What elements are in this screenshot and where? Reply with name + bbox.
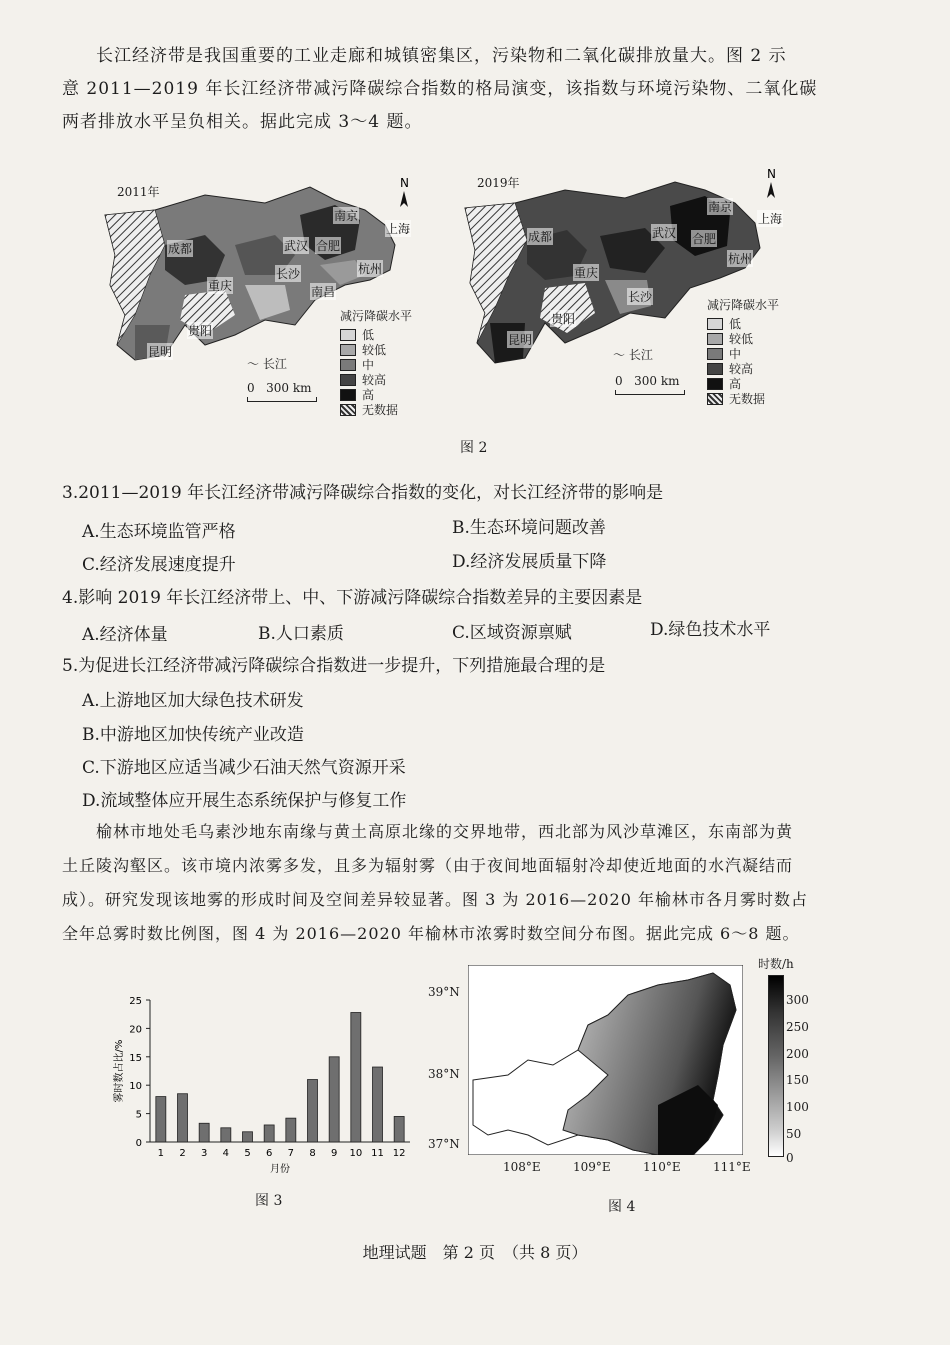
fig3-y-tick-label: 25 [129,996,142,1007]
fig4-lon-108: 108°E [503,1160,541,1174]
map-2011-city-nanjing: 南京 [334,209,359,223]
map-2019-city-chongqing: 重庆 [574,266,599,280]
q3-option-a: A.生态环境监管严格 [82,522,236,542]
fig3-y-tick-label: 0 [135,1138,142,1149]
intro2-line2: 土丘陵沟壑区。该市境内浓雾多发，且多为辐射雾（由于夜间地面辐射冷却使近地面的水汽凝结而 [62,856,794,875]
map-2011-scale-label: 300 km [266,381,312,395]
map-2019-legend-label: 较低 [729,332,754,346]
map-2019-scale-bar [615,390,685,395]
fig4-map [428,955,818,1185]
map-2011-legend-item [340,342,412,357]
q5-option-a: A.上游地区加大绿色技术研发 [82,691,304,711]
map-2011-legend-item [340,387,412,402]
intro-paragraph-1 [62,40,902,139]
fig4-lat-39: 39°N [428,985,460,999]
map-2011-legend-label: 低 [362,328,375,342]
map-2011-city-chengdu: 成都 [168,242,193,256]
map-2019-city-kunming: 昆明 [508,333,533,347]
fig3-x-tick-label: 5 [244,1148,251,1159]
fig3-x-tick-label: 3 [200,1148,208,1159]
map-2011 [95,175,425,415]
map-2019-city-nanjing: 南京 [708,200,733,214]
fig3-x-tick-label: 9 [330,1148,338,1159]
map-2011-legend-label: 高 [362,388,375,402]
intro2-line1: 榆林市地处毛乌素沙地东南缘与黄土高原北缘的交界地带，西北部为风沙草滩区，东南部为黄 [96,822,794,841]
map-2019-city-hangzhou: 杭州 [728,252,753,266]
fig3-x-tick-label: 11 [371,1148,384,1159]
fig4-cb-tick: 50 [786,1127,802,1141]
map-2011-city-kunming: 昆明 [148,345,173,359]
intro-paragraph-2 [62,815,907,951]
q5-stem: 5.为促进长江经济带减污降碳综合指数进一步提升，下列措施最合理的是 [62,656,606,676]
fig3-bar [351,1012,361,1142]
map-2011-legend-item [340,402,412,417]
fig4-caption: 图 4 [608,1199,636,1215]
fig3-x-label: 月份 [270,1164,290,1175]
fig4-cb-tick: 300 [786,993,809,1007]
map-2019-legend-item [707,316,779,331]
intro1-line2: 意 2011—2019 年长江经济带减污降碳综合指数的格局演变，该指数与环境污染物、二氧化碳 [62,79,818,99]
q3-stem: 3.2011—2019 年长江经济带减污降碳综合指数的变化，对长江经济带的影响是 [62,483,664,503]
map-2019-city-shanghai: 上海 [758,212,783,226]
map-2019-legend-label: 中 [729,347,742,361]
fig3-bar [394,1116,404,1142]
map-2019 [455,168,800,408]
fig3-bar [329,1057,339,1142]
intro2-line4: 全年总雾时数比例图，图 4 为 2016—2020 年榆林市浓雾时数空间分布图。据此完成 6～8 题。 [62,924,800,943]
map-2019-legend-item [707,361,779,376]
map-2011-legend-title: 减污降碳水平 [340,309,413,323]
fig3-x-tick-label: 8 [309,1148,316,1159]
q4-option-b: B.人口素质 [258,624,344,644]
fig3-y-tick-label: 15 [129,1052,142,1064]
map-2019-scale-label: 300 km [634,374,680,388]
map-2019-legend-label: 无数据 [729,392,766,406]
map-2011-year: 2011年 [117,185,160,199]
map-2019-legend-item [707,346,779,361]
fig4-lon-110: 110°E [643,1160,681,1174]
map-2011-city-changsha: 长沙 [276,267,301,281]
fig4-lon-109: 109°E [573,1160,611,1174]
q4-option-d: D.绿色技术水平 [650,620,771,640]
map-2011-scale-zero: 0 [247,381,255,395]
map-2011-legend [340,307,412,417]
map-2011-city-wuhan: 武汉 [284,239,309,253]
map-2011-scale [247,381,311,395]
map-2019-legend [707,296,779,406]
fig4-cb-tick: 0 [786,1151,794,1165]
fig4-cb-tick: 250 [786,1020,809,1034]
map-2011-legend-label: 中 [362,358,375,372]
map-2019-river-legend: 〜 长江 [613,348,653,362]
fig4-lat-37: 37°N [428,1137,460,1151]
map-2019-scale [615,374,679,388]
map-2019-scale-zero: 0 [615,374,623,388]
fig4-cb-tick: 200 [786,1047,809,1061]
fig3-bar [286,1118,296,1142]
map-2011-city-guiyang: 贵阳 [188,324,213,338]
map-2011-river-legend: 〜 长江 [247,357,287,371]
fig3-bar [308,1080,318,1142]
map-2019-legend-item [707,376,779,391]
fig3-y-tick-label: 20 [129,1024,142,1036]
intro1-line1: 长江经济带是我国重要的工业走廊和城镇密集区，污染物和二氧化碳排放量大。图 2 示 [96,46,787,66]
fig3-bar [199,1123,209,1142]
fig3-x-tick-label: 6 [265,1148,273,1159]
map-2019-legend-label: 高 [729,377,742,391]
fig3-bar [243,1132,253,1142]
fig4-lon-111: 111°E [713,1160,751,1174]
fig4-colorbar-title: 时数/h [758,957,794,971]
intro1-line3: 两者排放水平呈负相关。据此完成 3～4 题。 [62,112,423,132]
map-2011-legend-label: 较低 [362,343,387,357]
q4-option-a: A.经济体量 [82,625,168,645]
fig2-caption: 图 2 [460,440,488,456]
map-2019-city-chengdu: 成都 [528,230,553,244]
fig3-bar [373,1067,383,1142]
fig4-map-frame [468,965,743,1155]
fig3-x-tick-label: 1 [157,1148,165,1159]
fig4-cb-tick: 100 [786,1100,809,1114]
fig3-caption: 图 3 [255,1193,283,1209]
q5-option-d: D.流域整体应开展生态系统保护与修复工作 [82,791,407,811]
fig3-bar [156,1097,166,1142]
q3-option-b: B.生态环境问题改善 [452,518,606,538]
fig4-cb-tick: 150 [786,1073,809,1087]
intro2-line3: 成）。研究发现该地雾的形成时间及空间差异较显著。图 3 为 2016—2020 年榆林市各月雾时数占 [62,890,808,909]
svg-text:N: N [400,176,409,190]
fig3-x-tick-label: 2 [179,1148,186,1159]
q4-stem: 4.影响 2019 年长江经济带上、中、下游减污降碳综合指数差异的主要因素是 [62,588,643,608]
map-2011-legend-label: 无数据 [362,403,399,417]
fig3-bar [178,1094,188,1142]
fig3-y-tick-label: 10 [129,1081,142,1093]
map-2011-city-hangzhou: 杭州 [358,262,383,276]
svg-text:N: N [767,168,776,181]
fig3-x-tick-label: 7 [287,1148,295,1159]
map-2011-legend-label: 较高 [362,373,387,387]
fig3-y-label: 雾时数占比/% [114,1039,125,1103]
map-2011-city-shanghai: 上海 [386,222,411,236]
map-2011-river-label: 长江 [262,357,287,371]
q4-option-c: C.区域资源禀赋 [452,623,572,643]
map-2019-river-label: 长江 [628,348,653,362]
map-2011-legend-item [340,357,412,372]
map-2019-city-wuhan: 武汉 [652,226,677,240]
q3-option-c: C.经济发展速度提升 [82,555,236,575]
fig3-bar-chart [110,990,420,1180]
fig3-y-tick-label: 5 [135,1109,142,1121]
map-2019-city-guiyang: 贵阳 [551,312,576,326]
map-2011-city-nanchang: 南昌 [311,285,336,299]
map-2019-legend-title: 减污降碳水平 [707,298,780,312]
map-2019-city-changsha: 长沙 [628,290,653,304]
fig4-lat-38: 38°N [428,1067,460,1081]
map-2019-city-hefei: 合肥 [692,232,717,246]
fig3-x-tick-label: 10 [349,1148,363,1159]
map-2011-scale-bar [247,397,317,402]
map-2019-legend-label: 低 [729,317,742,331]
map-2019-year: 2019年 [477,176,520,190]
fig3-x-tick-label: 4 [222,1148,230,1159]
map-2011-city-hefei: 合肥 [316,239,341,253]
fig3-x-tick-label: 12 [392,1148,406,1159]
fig3-bar [221,1128,231,1142]
fig4-colorbar [768,975,784,1157]
map-2011-city-chongqing: 重庆 [208,279,233,293]
q5-option-c: C.下游地区应适当减少石油天然气资源开采 [82,758,406,778]
map-2019-legend-item [707,331,779,346]
map-2011-legend-item [340,372,412,387]
q3-option-d: D.经济发展质量下降 [452,552,607,572]
map-2019-legend-item [707,391,779,406]
q5-option-b: B.中游地区加快传统产业改造 [82,725,304,745]
map-2019-legend-label: 较高 [729,362,754,376]
map-2011-legend-item [340,327,412,342]
fig3-bar [264,1125,274,1142]
page-footer: 地理试题 第 2 页 （共 8 页） [362,1243,588,1262]
